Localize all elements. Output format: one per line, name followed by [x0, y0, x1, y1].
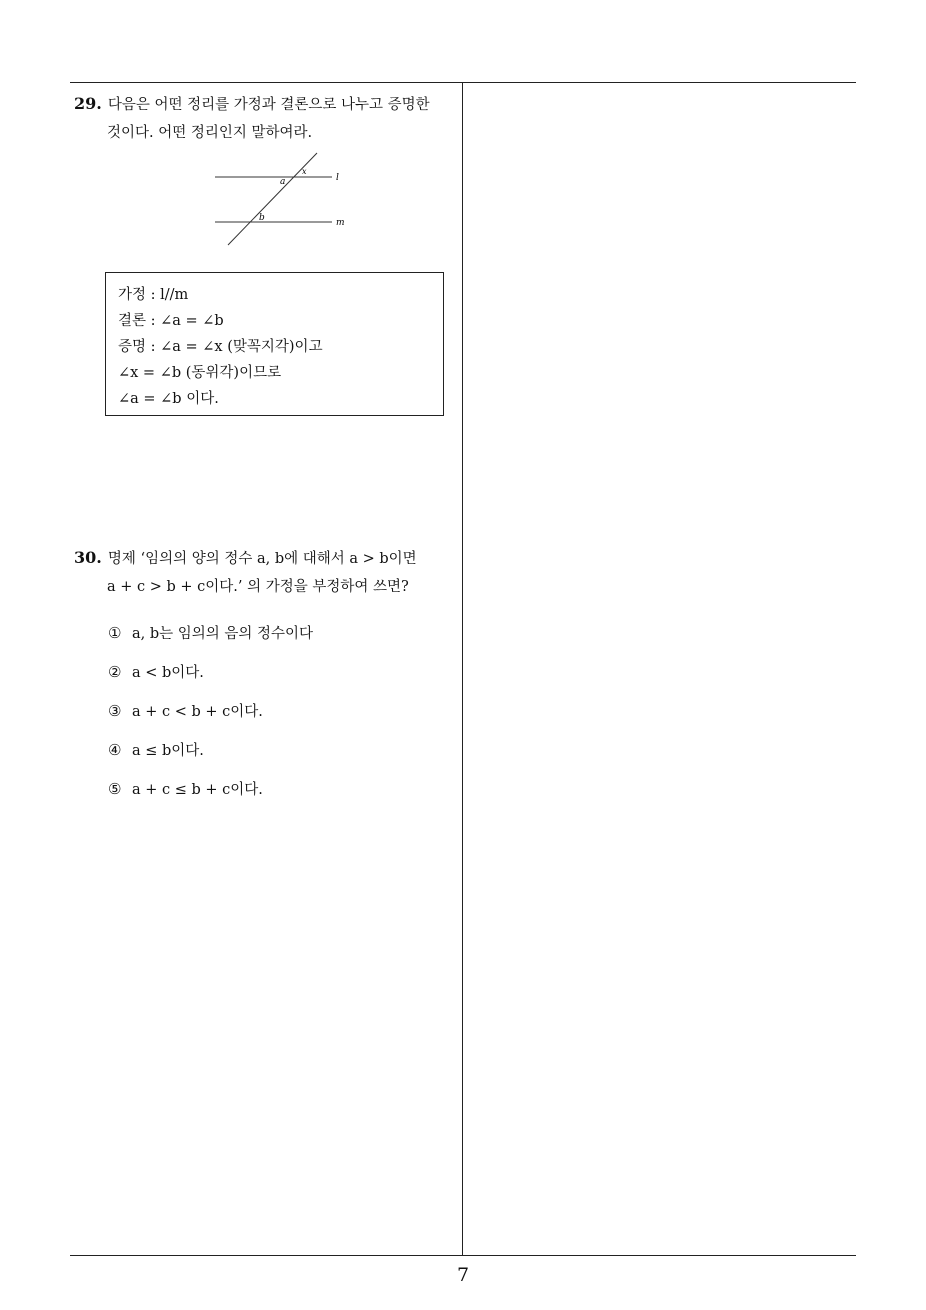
choice-4-mark: ④ — [108, 741, 122, 759]
question-29-line-1 — [74, 90, 459, 119]
choice-5-text: a + c ≤ b + c이다. — [132, 782, 263, 798]
question-29-text-2: 것이다. 어떤 정리인지 말하여라. — [107, 125, 313, 141]
choice-4[interactable] — [108, 737, 313, 776]
choice-1-text: a, b는 임의의 음의 정수이다 — [132, 626, 314, 642]
top-rule — [70, 82, 856, 83]
question-30-text-1: 명제 ‘임의의 양의 정수 a, b에 대해서 a > b이면 — [107, 551, 417, 567]
angle-label-a: a — [280, 177, 286, 187]
question-29-number: 29. — [74, 94, 102, 113]
question-29 — [74, 90, 459, 147]
choice-1-mark: ① — [108, 624, 122, 642]
question-29-text-1: 다음은 어떤 정리를 가정과 결론으로 나누고 증명한 — [107, 97, 430, 113]
choice-2[interactable] — [108, 659, 313, 698]
proof-box — [105, 272, 444, 416]
question-30-line-1 — [74, 544, 459, 573]
choice-3-text: a + c < b + c이다. — [132, 704, 263, 720]
line-label-m: m — [336, 218, 345, 228]
choice-3[interactable] — [108, 698, 313, 737]
choice-4-text: a ≤ b이다. — [132, 743, 204, 759]
choice-5[interactable] — [108, 776, 313, 815]
answer-choices — [108, 620, 313, 815]
choice-3-mark: ③ — [108, 702, 122, 720]
proof-hypothesis: 가정 : l//m — [118, 287, 189, 303]
proof-step-2: ∠x = ∠b (동위각)이므로 — [118, 365, 282, 381]
bottom-rule — [70, 1255, 856, 1256]
line-label-l: l — [336, 173, 339, 183]
choice-2-mark: ② — [108, 663, 122, 681]
angle-label-b: b — [259, 213, 265, 223]
question-30 — [74, 544, 459, 601]
proof-conclusion: 결론 : ∠a = ∠b — [118, 313, 224, 329]
choice-2-text: a < b이다. — [132, 665, 204, 681]
choice-1[interactable] — [108, 620, 313, 659]
parallel-lines-figure — [210, 148, 360, 250]
column-divider — [462, 82, 463, 1256]
page-number: 7 — [456, 1264, 470, 1286]
proof-step-1: 증명 : ∠a = ∠x (맞꼭지각)이고 — [118, 339, 323, 355]
choice-5-mark: ⑤ — [108, 780, 122, 798]
angle-label-x: x — [302, 167, 307, 176]
question-30-number: 30. — [74, 548, 102, 567]
proof-step-3: ∠a = ∠b 이다. — [118, 391, 219, 407]
question-30-text-2: a + c > b + c이다.’ 의 가정을 부정하여 쓰면? — [107, 579, 409, 595]
